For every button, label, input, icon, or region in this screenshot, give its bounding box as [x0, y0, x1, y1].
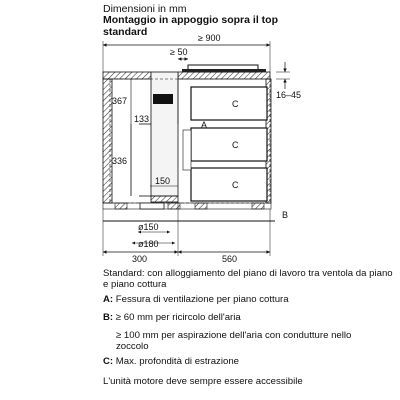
cabinet-side-left [103, 79, 112, 203]
legend-b-2: ≥ 100 mm per aspirazione dell'aria con condutture nello zoccolo [116, 330, 352, 353]
downdraft-base [151, 196, 178, 202]
units-note: Dimensioni in mm [103, 3, 187, 15]
legend-c: C: Max. profondità di estrazione [103, 356, 239, 367]
dim-123: 123 [156, 96, 172, 106]
legend-standard: Standard: con alloggiamento del piano di lavoro tra ventola da piano e piano cottura [103, 268, 393, 291]
legend-b: B: ≥ 60 mm per ricircolo dell'aria [103, 312, 241, 323]
dim-367: 367 [112, 96, 128, 106]
drawer-1 [191, 87, 267, 120]
dim-560: 560 [222, 254, 238, 264]
marker-c-2: C [232, 140, 239, 150]
dim-900: ≥ 900 [198, 33, 221, 43]
marker-b: B [282, 210, 289, 220]
dim-133: 133 [134, 114, 150, 124]
drawer-2 [191, 128, 267, 161]
dim-336: 336 [112, 156, 128, 166]
worktop-left [103, 72, 151, 79]
air-outlet [140, 203, 164, 209]
legend-motor: L'unità motore deve sempre essere accessibile [103, 376, 303, 387]
dim-300: 300 [132, 254, 148, 264]
legend-a: A: Fessura di ventilazione per piano cottura [103, 294, 289, 305]
marker-c-3: C [232, 180, 239, 190]
dim-50: ≥ 50 [170, 47, 188, 57]
dim-16-45: 16–45 [276, 90, 302, 100]
drawer-3 [191, 168, 267, 201]
marker-c-1: C [232, 99, 239, 109]
dim-dia180: ø180 [138, 239, 159, 249]
marker-a: A [201, 120, 208, 130]
dim-dia150: ø150 [138, 222, 159, 232]
dim-150: 150 [155, 176, 171, 186]
worktop-right [178, 72, 270, 79]
cooktop-frame [182, 69, 266, 72]
page-title: Montaggio in appoggio sopra il top standard [103, 14, 278, 38]
